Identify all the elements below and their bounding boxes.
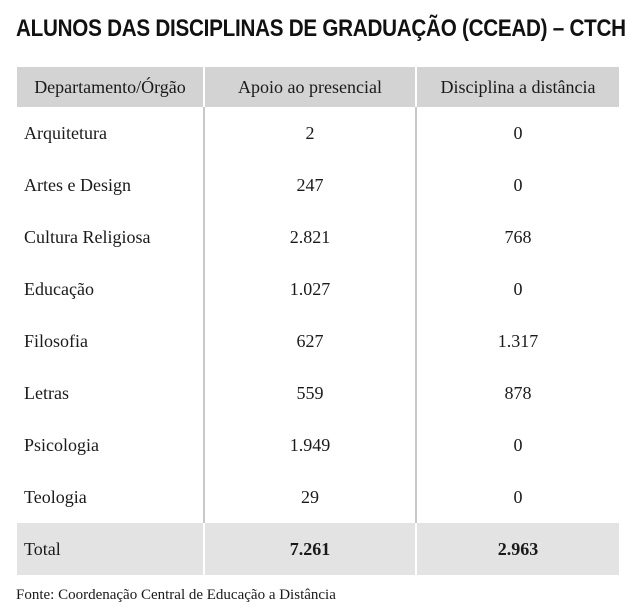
row-presential-value: 2.821 [204,211,416,263]
row-presential-value: 2 [204,107,416,159]
header-presential-support: Apoio ao presencial [204,67,416,107]
header-distance-course: Disciplina a distância [416,67,619,107]
table-title: ALUNOS DAS DISCIPLINAS DE GRADUAÇÃO (CCEAD) – CTCH [16,15,626,42]
row-department: Educação [24,278,94,299]
row-distance-value: 0 [416,159,619,211]
header-department: Departamento/Órgão [17,67,204,107]
row-presential-value: 627 [204,315,416,367]
row-distance-value: 0 [416,471,619,523]
row-distance-value: 0 [416,263,619,315]
row-department: Cultura Religiosa [24,226,151,247]
row-presential-value: 1.027 [204,263,416,315]
row-department: Teologia [24,486,87,507]
row-department: Arquitetura [24,122,107,143]
row-distance-value: 0 [416,107,619,159]
table-row [17,263,619,315]
table-row [17,107,619,159]
row-distance-value: 0 [416,419,619,471]
row-presential-value: 1.949 [204,419,416,471]
row-distance-value: 878 [416,367,619,419]
table-row [17,419,619,471]
total-presential-value: 7.261 [204,523,416,575]
row-department: Artes e Design [24,174,131,195]
row-presential-value: 247 [204,159,416,211]
row-distance-value: 1.317 [416,315,619,367]
row-department: Psicologia [24,434,99,455]
source-note: Fonte: Coordenação Central de Educação a Distância [16,587,336,603]
row-department: Letras [24,382,69,403]
row-distance-value: 768 [416,211,619,263]
students-table [17,67,619,575]
table-total-row [17,523,619,575]
table-row [17,211,619,263]
table-row [17,315,619,367]
row-presential-value: 29 [204,471,416,523]
table-header-row [17,67,619,107]
data-table-container [17,67,619,575]
table-row [17,159,619,211]
table-row [17,471,619,523]
total-label: Total [17,523,204,575]
row-department: Filosofia [24,330,89,351]
row-presential-value: 559 [204,367,416,419]
total-distance-value: 2.963 [416,523,619,575]
table-row [17,367,619,419]
